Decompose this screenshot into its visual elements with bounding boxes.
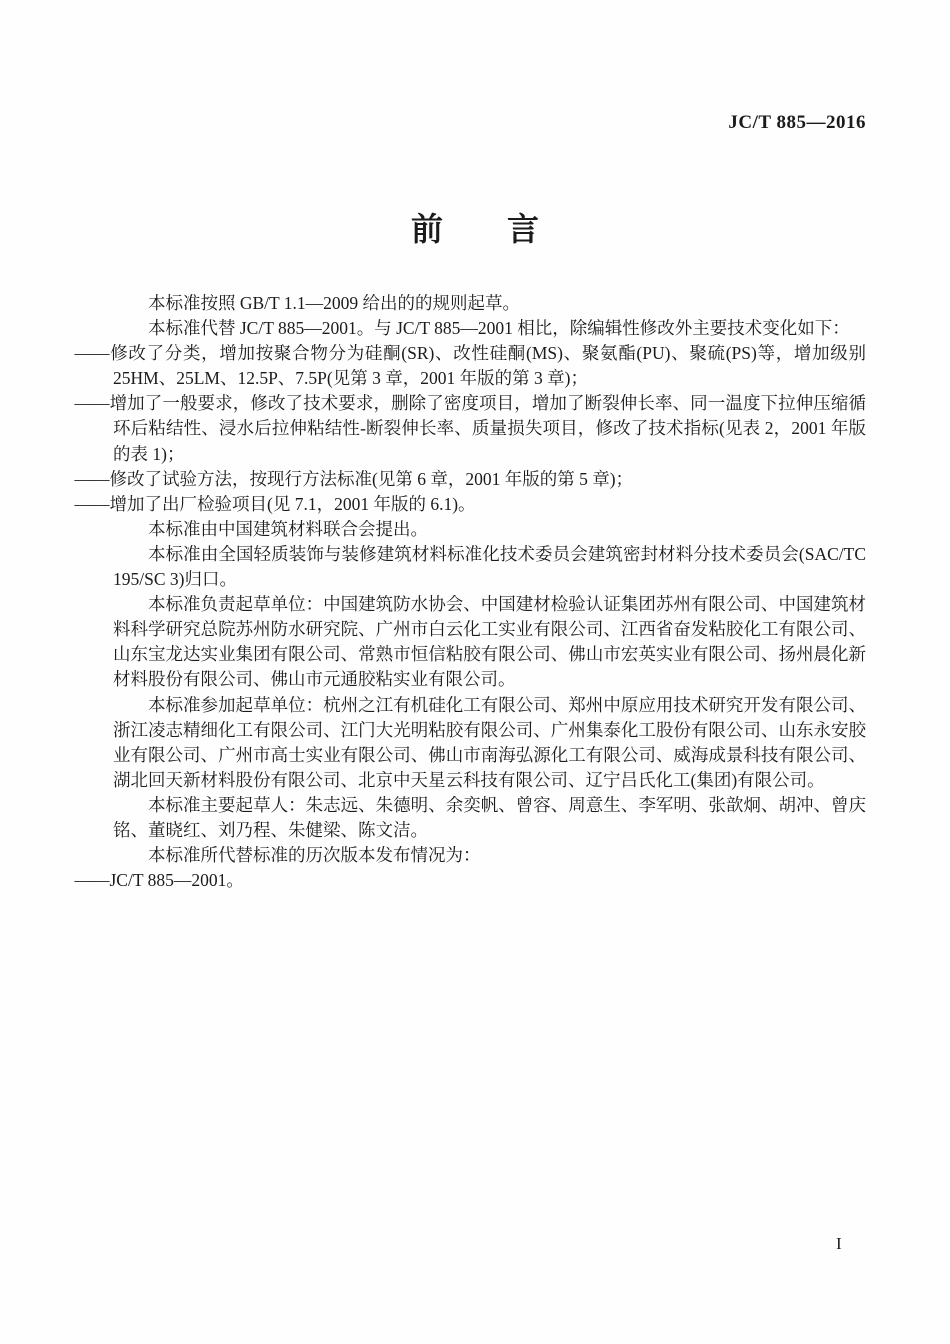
- page-title: 前 言: [410, 211, 539, 247]
- foreword-paragraph: 本标准由中国建筑材料联合会提出。: [148, 518, 428, 539]
- foreword-paragraph: 本标准按照 GB/T 1.1—2009 给出的的规则起草。: [148, 293, 521, 313]
- doc-number: JC/T 885—2016: [728, 112, 866, 133]
- foreword-change-item: ——修改了试验方法，按现行方法标准(见第 6 章，2001 年版的第 5 章)；: [74, 468, 634, 489]
- page-number: I: [836, 1234, 842, 1253]
- foreword-previous-edition-item: ——JC/T 885—2001。: [74, 870, 244, 891]
- foreword-paragraph: 本标准参加起草单位：杭州之江有机硅化工有限公司、郑州中原应用技术研究开发有限公司、浙江凌志精细化工有限公司、江门大光明粘胶有限公司、广州集泰化工股份有限公司、山东永安胶业有限公司、广州市高士实业有限公司、佛山市南海弘源化工有限公司、威海成景科技有限公司、湖北回天新材料股份有限公司、北京中天星云科技有限公司、辽宁吕氏化工(集团)有限公司。: [113, 694, 866, 790]
- foreword-change-item: ——修改了分类，增加按聚合物分为硅酮(SR)、改性硅酮(MS)、聚氨酯(PU)、聚硫(PS)等，增加级别 25HM、25LM、12.5P、7.5P(见第 3 章，2001 年版的第 3 章)；: [74, 343, 866, 389]
- foreword-paragraph: 本标准所代替标准的历次版本发布情况为：: [148, 845, 481, 866]
- foreword-body: [74, 291, 866, 893]
- foreword-change-item: ——增加了出厂检验项目(见 7.1，2001 年版的 6.1)。: [74, 493, 476, 514]
- foreword-change-item: ——增加了一般要求，修改了技术要求，删除了密度项目，增加了断裂伸长率、同一温度下拉伸压缩循环后粘结性、浸水后拉伸粘结性-断裂伸长率、质量损失项目，修改了技术指标(见表 2，2001 年版的表 1)；: [74, 393, 866, 464]
- foreword-paragraph: 本标准主要起草人：朱志远、朱德明、余奕帆、曾容、周意生、李军明、张歆炯、胡冲、曾庆铭、董晓红、刘乃程、朱健梁、陈文洁。: [113, 794, 866, 840]
- foreword-paragraph: 本标准由全国轻质装饰与装修建筑材料标准化技术委员会建筑密封材料分技术委员会(SAC/TC 195/SC 3)归口。: [113, 543, 866, 590]
- foreword-paragraph: 本标准负责起草单位：中国建筑防水协会、中国建材检验认证集团苏州有限公司、中国建筑材料科学研究总院苏州防水研究院、广州市白云化工实业有限公司、江西省奋发粘胶化工有限公司、山东宝龙达实业集团有限公司、常熟市恒信粘胶有限公司、佛山市宏英实业有限公司、扬州晨化新材料股份有限公司、佛山市元通胶粘实业有限公司。: [113, 594, 866, 690]
- foreword-paragraph: 本标准代替 JC/T 885—2001。与 JC/T 885—2001 相比，除编辑性修改外主要技术变化如下：: [148, 318, 850, 339]
